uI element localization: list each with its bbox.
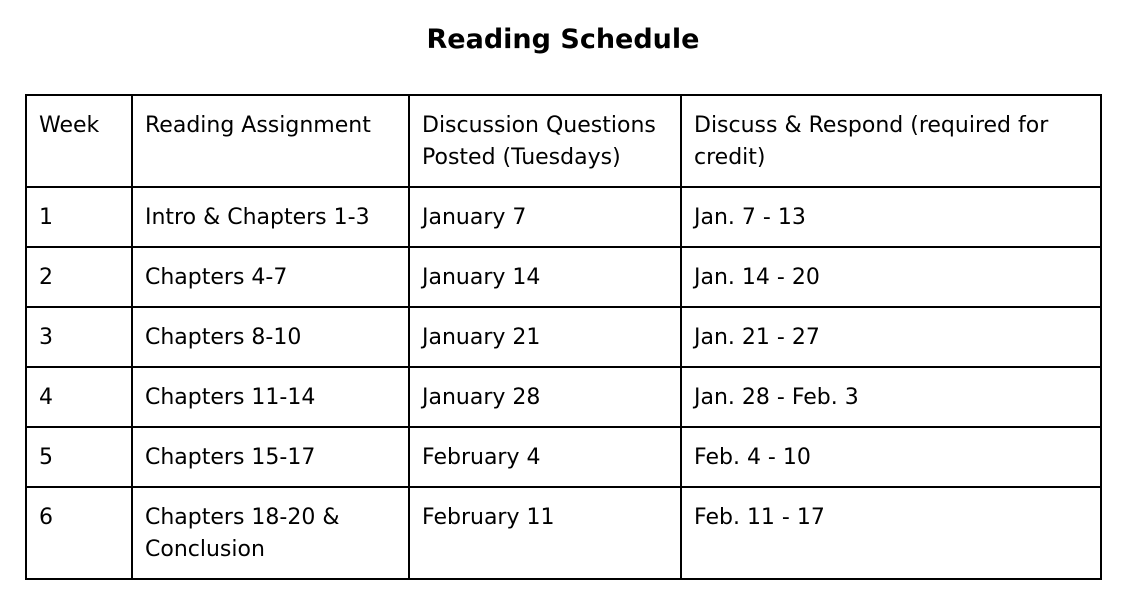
- cell-week: 6: [26, 487, 132, 579]
- cell-questions-posted: February 11: [409, 487, 681, 579]
- cell-questions-posted: January 28: [409, 367, 681, 427]
- cell-questions-posted: January 14: [409, 247, 681, 307]
- table-row: [26, 487, 1101, 579]
- header-reading-assignment: Reading Assignment: [132, 95, 409, 187]
- reading-schedule-table: [25, 94, 1102, 580]
- table-row: [26, 307, 1101, 367]
- header-discuss-respond: Discuss & Respond (required for credit): [681, 95, 1101, 187]
- table-row: [26, 427, 1101, 487]
- table-header-row: [26, 95, 1101, 187]
- table-row: [26, 367, 1101, 427]
- cell-discuss-respond: Jan. 7 - 13: [681, 187, 1101, 247]
- cell-reading-assignment: Chapters 15-17: [132, 427, 409, 487]
- table-row: [26, 247, 1101, 307]
- cell-discuss-respond: Feb. 11 - 17: [681, 487, 1101, 579]
- cell-reading-assignment: Intro & Chapters 1-3: [132, 187, 409, 247]
- cell-reading-assignment: Chapters 4-7: [132, 247, 409, 307]
- cell-discuss-respond: Feb. 4 - 10: [681, 427, 1101, 487]
- header-discussion-questions: Discussion Questions Posted (Tuesdays): [409, 95, 681, 187]
- cell-week: 2: [26, 247, 132, 307]
- cell-questions-posted: February 4: [409, 427, 681, 487]
- header-week: Week: [26, 95, 132, 187]
- cell-reading-assignment: Chapters 18-20 & Conclusion: [132, 487, 409, 579]
- page-title: Reading Schedule: [426, 24, 700, 55]
- cell-discuss-respond: Jan. 14 - 20: [681, 247, 1101, 307]
- table-row: [26, 187, 1101, 247]
- cell-week: 3: [26, 307, 132, 367]
- cell-week: 1: [26, 187, 132, 247]
- cell-week: 4: [26, 367, 132, 427]
- cell-week: 5: [26, 427, 132, 487]
- cell-questions-posted: January 21: [409, 307, 681, 367]
- cell-questions-posted: January 7: [409, 187, 681, 247]
- cell-discuss-respond: Jan. 21 - 27: [681, 307, 1101, 367]
- cell-discuss-respond: Jan. 28 - Feb. 3: [681, 367, 1101, 427]
- cell-reading-assignment: Chapters 11-14: [132, 367, 409, 427]
- cell-reading-assignment: Chapters 8-10: [132, 307, 409, 367]
